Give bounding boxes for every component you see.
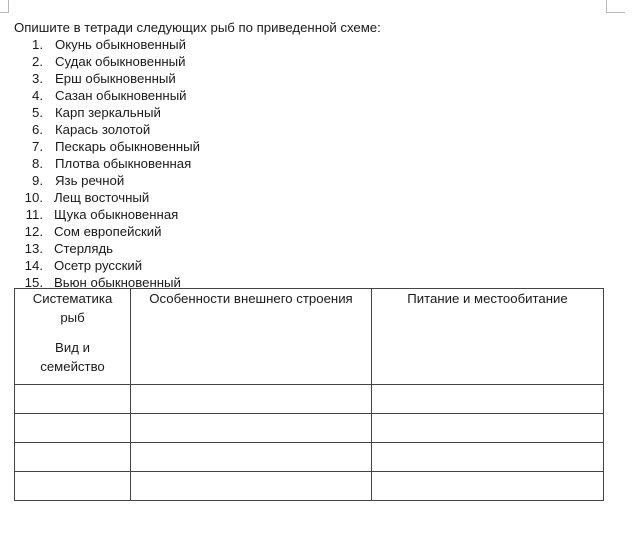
table-cell [15, 414, 131, 443]
list-item-name: Вьюн обыкновенный [54, 275, 181, 290]
table-cell [131, 414, 372, 443]
header-cell-nutrition-habitat: Питание и местообитание [372, 289, 604, 385]
list-item [14, 240, 114, 257]
list-item-name: Судак обыкновенный [55, 54, 186, 69]
list-item-number: 6. [32, 122, 43, 137]
table-cell [372, 443, 604, 472]
list-item [14, 70, 176, 87]
page-corner-mark-right [606, 0, 625, 13]
list-item [14, 172, 125, 189]
table-row [15, 443, 604, 472]
list-item-name: Осетр русский [54, 258, 143, 273]
list-item-number: 9. [32, 173, 43, 188]
list-item-name: Плотва обыкновенная [55, 156, 192, 171]
list-item-name: Лещ восточный [54, 190, 150, 205]
list-item-number: 5. [32, 105, 43, 120]
list-item-number: 12. [24, 224, 43, 239]
list-item [14, 223, 162, 240]
list-item [14, 121, 151, 138]
list-item-number: 2. [32, 54, 43, 69]
list-item [14, 104, 161, 121]
list-item-name: Окунь обыкновенный [55, 37, 186, 52]
list-item-name: Щука обыкновенная [54, 207, 179, 222]
header-systematics-line4: семейство [40, 359, 105, 374]
list-item-number: 3. [32, 71, 43, 86]
list-item-name: Ерш обыкновенный [55, 71, 176, 86]
list-item-number: 4. [32, 88, 43, 103]
list-item-number: 1. [32, 37, 43, 52]
table-row [15, 414, 604, 443]
list-item [14, 53, 186, 70]
table-cell [15, 385, 131, 414]
list-item [14, 189, 150, 206]
list-item [14, 155, 192, 172]
instruction-text: Опишите в тетради следующих рыб по приведенной схеме: [14, 20, 381, 35]
list-item-name: Карп зеркальный [55, 105, 161, 120]
list-item-number: 13. [24, 241, 43, 256]
table-cell [131, 443, 372, 472]
list-item [14, 206, 179, 223]
table-cell [15, 443, 131, 472]
fish-list [14, 36, 201, 291]
page-corner-mark-left [0, 0, 9, 13]
header-cell-systematics [15, 289, 131, 385]
list-item [14, 257, 143, 274]
table-row [15, 385, 604, 414]
table-row [15, 472, 604, 501]
list-item-number: 14. [24, 258, 43, 273]
header-cell-external-structure: Особенности внешнего строения [131, 289, 372, 385]
list-item-number: 10. [24, 190, 43, 205]
list-item-name: Язь речной [55, 173, 125, 188]
header-systematics-line3: Вид и [55, 340, 90, 355]
list-item-number: 15. [24, 275, 43, 290]
list-item-name: Сом европейский [54, 224, 162, 239]
list-item-name: Стерлядь [54, 241, 114, 256]
list-item-number: 11. [25, 207, 43, 222]
table-cell [15, 472, 131, 501]
list-item-name: Карась золотой [55, 122, 151, 137]
list-item-name: Сазан обыкновенный [55, 88, 187, 103]
list-item [14, 36, 186, 53]
header-systematics-line1: Систематика [32, 291, 113, 306]
header-systematics-line2: рыб [60, 310, 85, 325]
description-table [14, 288, 604, 501]
table-cell [372, 414, 604, 443]
table-cell [131, 472, 372, 501]
list-item [14, 138, 201, 155]
table-cell [372, 385, 604, 414]
list-item [14, 87, 187, 104]
table-header-row [15, 289, 604, 385]
table-cell [372, 472, 604, 501]
list-item-name: Пескарь обыкновенный [55, 139, 201, 154]
list-item-number: 8. [32, 156, 43, 171]
list-item-number: 7. [32, 139, 43, 154]
table-cell [131, 385, 372, 414]
